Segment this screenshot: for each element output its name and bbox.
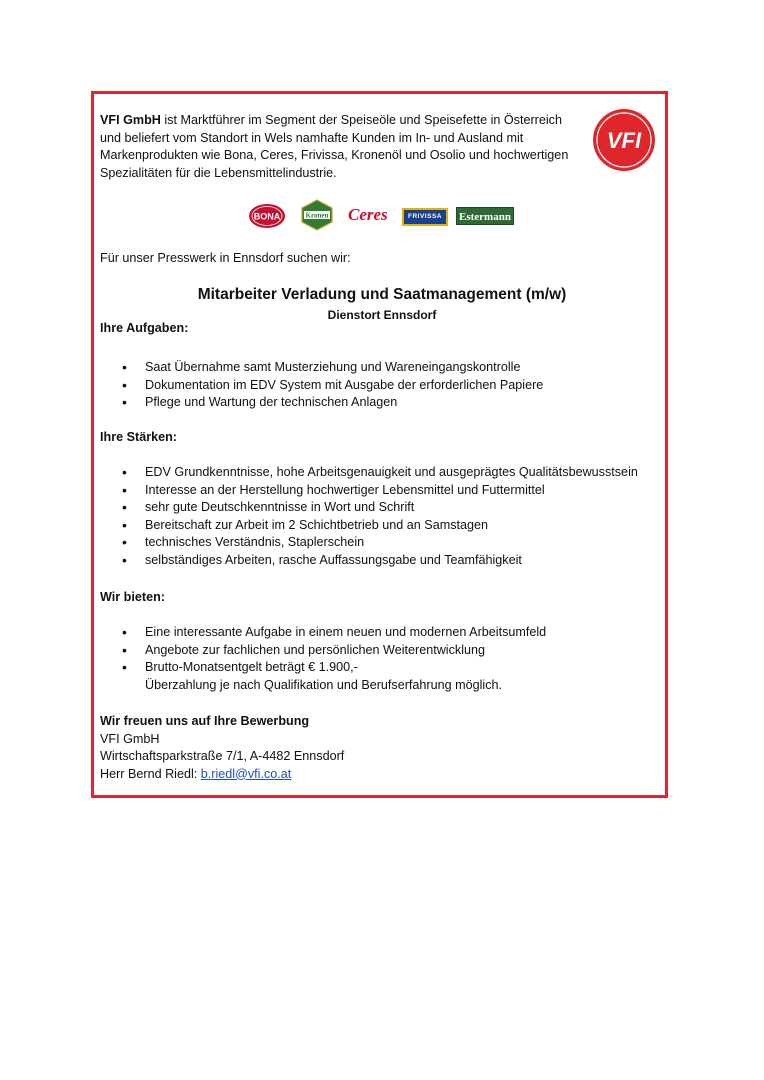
list-item: • Saat Übernahme samt Musterziehung und Wareneingangskontrolle	[100, 359, 660, 377]
intro-paragraph	[100, 112, 580, 182]
salary-text: Brutto-Monatsentgelt beträgt € 1.900,-	[145, 660, 358, 674]
strengths-list	[100, 464, 660, 569]
offer-list	[100, 624, 660, 694]
contact-person-line	[100, 766, 344, 784]
tasks-heading: Ihre Aufgaben:	[100, 321, 189, 335]
frivissa-logo: FRIVISSA	[402, 208, 448, 226]
list-item: • selbständiges Arbeiten, rasche Auffassungsgabe und Teamfähigkeit	[100, 552, 660, 570]
kronen-logo	[300, 199, 334, 231]
kronen-logo-text: Kronen	[305, 211, 329, 220]
bona-logo	[248, 202, 286, 230]
list-item: • EDV Grundkenntnisse, hohe Arbeitsgenauigkeit und ausgeprägtes Qualitätsbewusstsein	[100, 464, 660, 482]
company-name: VFI GmbH	[100, 113, 161, 127]
estermann-logo: Estermann	[456, 207, 514, 225]
job-title: Mitarbeiter Verladung und Saatmanagement (m/w)	[197, 286, 567, 303]
vfi-logo-text: VFI	[606, 128, 642, 153]
brand-logos	[248, 199, 518, 233]
contact-address: Wirtschaftsparkstraße 7/1, A-4482 Ennsdorf	[100, 749, 345, 763]
offer-heading: Wir bieten:	[100, 590, 165, 604]
contact-company: VFI GmbH	[100, 731, 160, 746]
tasks-list	[100, 359, 660, 412]
list-item: • Dokumentation im EDV System mit Ausgabe der erforderlichen Papiere	[100, 377, 660, 395]
list-item: • sehr gute Deutschkenntnisse in Wort und Schrift	[100, 499, 660, 517]
vfi-logo	[592, 108, 656, 172]
strengths-heading: Ihre Stärken:	[100, 430, 177, 444]
contact-email-link[interactable]: b.riedl@vfi.co.at	[200, 766, 292, 781]
ceres-logo: Ceres	[348, 205, 388, 224]
salary-note: Überzahlung je nach Qualifikation und Berufserfahrung möglich.	[145, 677, 503, 692]
job-location: Dienstort Ennsdorf	[327, 308, 437, 322]
contact-block	[100, 713, 344, 783]
list-item: • Pflege und Wartung der technischen Anlagen	[100, 394, 660, 412]
contact-person: Herr Bernd Riedl:	[100, 766, 201, 781]
list-item	[100, 659, 660, 694]
list-item: • Angebote zur fachlichen und persönlichen Weiterentwicklung	[100, 642, 660, 660]
bona-logo-text: BONA	[253, 211, 281, 222]
search-intro: Für unser Presswerk in Ennsdorf suchen wir:	[100, 251, 351, 265]
list-item: • Bereitschaft zur Arbeit im 2 Schichtbetrieb und an Samstagen	[100, 517, 660, 535]
list-item: • technisches Verständnis, Staplerschein	[100, 534, 660, 552]
list-item: • Interesse an der Herstellung hochwertiger Lebensmittel und Futtermittel	[100, 482, 660, 500]
list-item: • Eine interessante Aufgabe in einem neuen und modernen Arbeitsumfeld	[100, 624, 660, 642]
intro-text: ist Marktführer im Segment der Speiseöle und Speisefette in Österreich und beliefert vom Standort in Wels namhafte Kunden im In- und Ausland mit Markenprodukten wie Bona, Ceres, Frivissa, Kronenöl und Osolio und hochwertigen Spezialitäten für die Lebensmittelindustrie.	[100, 113, 569, 180]
contact-heading: Wir freuen uns auf Ihre Bewerbung	[100, 714, 310, 728]
